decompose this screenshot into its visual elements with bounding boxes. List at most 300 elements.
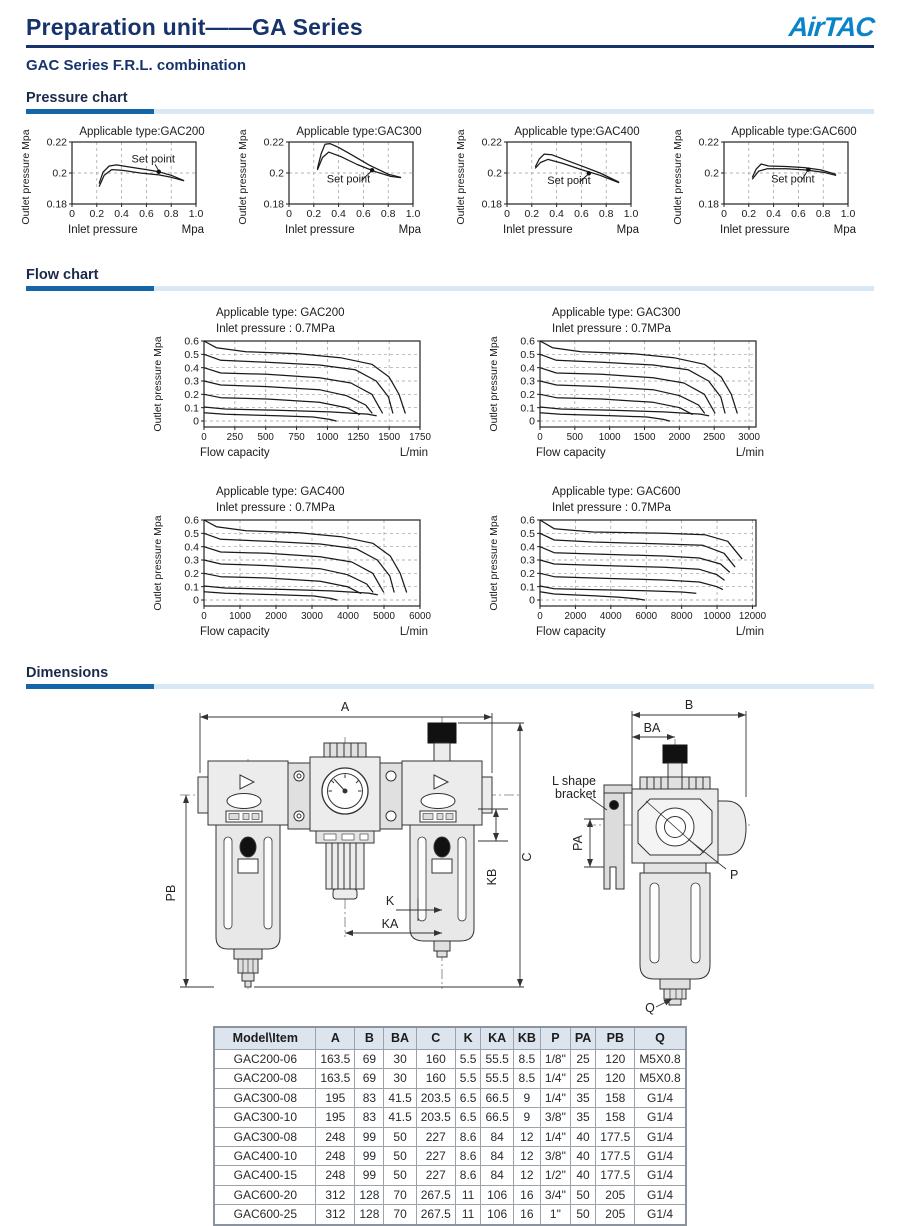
svg-text:Outlet pressure Mpa: Outlet pressure Mpa <box>237 129 250 225</box>
chart-canvas <box>150 480 456 644</box>
table-cell: 11 <box>455 1185 481 1204</box>
svg-text:0: 0 <box>529 415 535 428</box>
svg-text:Outlet pressure Mpa: Outlet pressure Mpa <box>20 129 32 225</box>
table-cell: G1/4 <box>635 1166 686 1185</box>
svg-text:4000: 4000 <box>599 611 622 622</box>
svg-text:Flow capacity: Flow capacity <box>200 447 270 459</box>
svg-text:0.22: 0.22 <box>481 136 502 149</box>
dim-label-kb: KB <box>485 868 499 886</box>
table-cell: 70 <box>384 1185 416 1204</box>
dim-label-k: K <box>385 894 395 908</box>
dim-label-pa: PA <box>571 835 585 851</box>
svg-text:2000: 2000 <box>265 611 287 622</box>
flow-chart-gac400 <box>150 480 456 649</box>
table-cell: 83 <box>355 1108 384 1127</box>
pressure-chart-gac300 <box>235 122 447 251</box>
table-cell: 227 <box>416 1166 455 1185</box>
table-cell: 16 <box>513 1205 540 1225</box>
table-cell: G1/4 <box>635 1205 686 1225</box>
table-row <box>214 1146 685 1165</box>
svg-text:Inlet pressure: Inlet pressure <box>68 224 138 236</box>
table-cell: 12 <box>513 1127 540 1146</box>
dim-label-a: A <box>340 700 350 714</box>
table-row <box>214 1127 685 1146</box>
section-underline <box>26 286 874 291</box>
table-header-cell: Model\Item <box>214 1027 316 1050</box>
table-cell: GAC200-08 <box>214 1069 316 1088</box>
pressure-chart-gac200 <box>18 122 230 251</box>
table-cell: 55.5 <box>481 1069 513 1088</box>
svg-text:L/min: L/min <box>735 447 764 459</box>
table-cell: 195 <box>316 1088 355 1107</box>
table-cell: G1/4 <box>635 1146 686 1165</box>
svg-text:0.4: 0.4 <box>520 362 535 375</box>
svg-text:1.0: 1.0 <box>623 208 638 220</box>
svg-text:12000: 12000 <box>738 611 767 622</box>
svg-text:0.2: 0.2 <box>524 208 539 220</box>
svg-text:0.6: 0.6 <box>184 514 199 527</box>
table-cell: 30 <box>384 1069 416 1088</box>
svg-text:0: 0 <box>69 208 75 220</box>
svg-text:3000: 3000 <box>301 611 323 622</box>
svg-text:Inlet pressure : 0.7MPa: Inlet pressure : 0.7MPa <box>552 502 671 514</box>
svg-text:0.2: 0.2 <box>704 167 719 180</box>
svg-text:0: 0 <box>201 432 207 443</box>
svg-text:0.3: 0.3 <box>184 554 199 567</box>
table-cell: 1/4" <box>540 1127 570 1146</box>
table-cell: 41.5 <box>384 1088 416 1107</box>
svg-text:8000: 8000 <box>670 611 693 622</box>
svg-text:750: 750 <box>288 432 305 443</box>
svg-text:Applicable type: GAC300: Applicable type: GAC300 <box>552 307 681 319</box>
table-cell: 203.5 <box>416 1088 455 1107</box>
svg-text:0.18: 0.18 <box>698 198 719 211</box>
svg-text:0: 0 <box>503 208 510 220</box>
dimension-drawing <box>128 697 900 1020</box>
table-cell: 205 <box>596 1185 635 1204</box>
svg-text:0.2: 0.2 <box>487 167 502 180</box>
table-row <box>214 1205 685 1225</box>
table-row <box>214 1050 685 1069</box>
table-cell: 128 <box>355 1185 384 1204</box>
table-cell: 30 <box>384 1050 416 1069</box>
pressure-chart-gac600 <box>670 122 882 251</box>
svg-text:0: 0 <box>286 208 293 220</box>
table-cell: 3/4" <box>540 1185 570 1204</box>
dim-label-q: Q <box>645 1001 655 1015</box>
table-cell: G1/4 <box>635 1127 686 1146</box>
svg-text:6000: 6000 <box>409 611 431 622</box>
svg-text:0.1: 0.1 <box>184 402 199 415</box>
pressure-chart-gac400 <box>453 122 665 251</box>
svg-text:500: 500 <box>566 432 584 443</box>
table-cell: 5.5 <box>455 1050 481 1069</box>
svg-text:0.4: 0.4 <box>520 541 535 554</box>
svg-text:0.4: 0.4 <box>766 208 781 220</box>
svg-text:0.22: 0.22 <box>698 136 719 149</box>
table-cell: 106 <box>481 1185 513 1204</box>
table-cell: 158 <box>596 1088 635 1107</box>
table-header-cell: KB <box>513 1027 540 1050</box>
svg-text:Flow capacity: Flow capacity <box>536 626 606 638</box>
table-cell: 84 <box>481 1146 513 1165</box>
svg-text:0.18: 0.18 <box>46 198 67 211</box>
table-cell: 312 <box>316 1185 355 1204</box>
svg-text:Applicable type:GAC400: Applicable type:GAC400 <box>514 126 640 138</box>
table-cell: 16 <box>513 1185 540 1204</box>
svg-text:0.6: 0.6 <box>356 208 372 220</box>
table-cell: 227 <box>416 1127 455 1146</box>
svg-text:0.2: 0.2 <box>306 208 322 220</box>
table-row <box>214 1088 685 1107</box>
table-header-cell: C <box>416 1027 455 1050</box>
svg-text:0: 0 <box>537 611 543 622</box>
table-cell: 11 <box>455 1205 481 1225</box>
dim-label-b: B <box>684 698 694 712</box>
svg-text:L/min: L/min <box>399 447 428 459</box>
svg-text:Inlet pressure : 0.7MPa: Inlet pressure : 0.7MPa <box>216 502 335 514</box>
svg-text:0.2: 0.2 <box>520 567 535 580</box>
table-cell: 6.5 <box>455 1108 481 1127</box>
svg-text:0.5: 0.5 <box>520 348 535 361</box>
table-row <box>214 1185 685 1204</box>
table-cell: 248 <box>316 1166 355 1185</box>
svg-text:1.0: 1.0 <box>188 208 204 220</box>
svg-text:1000: 1000 <box>598 432 621 443</box>
svg-text:Mpa: Mpa <box>616 224 639 236</box>
svg-text:0.3: 0.3 <box>184 375 199 388</box>
svg-text:500: 500 <box>257 432 274 443</box>
flow-section-title: Flow chart <box>26 267 99 283</box>
table-cell: 1/4" <box>540 1069 570 1088</box>
table-cell: 158 <box>596 1108 635 1127</box>
table-cell: 25 <box>570 1050 595 1069</box>
table-cell: 267.5 <box>416 1185 455 1204</box>
svg-text:Outlet pressure Mpa: Outlet pressure Mpa <box>671 129 684 225</box>
dim-label-ka: KA <box>381 917 399 931</box>
svg-text:Applicable type: GAC600: Applicable type: GAC600 <box>552 486 681 498</box>
svg-text:0.22: 0.22 <box>263 136 285 149</box>
title-divider <box>26 45 874 48</box>
svg-text:1.0: 1.0 <box>840 208 856 220</box>
svg-text:Set point: Set point <box>131 153 175 166</box>
table-cell: 1/4" <box>540 1088 570 1107</box>
table-cell: 50 <box>570 1205 595 1225</box>
table-cell: GAC400-15 <box>214 1166 316 1185</box>
svg-text:Applicable type: GAC200: Applicable type: GAC200 <box>216 307 345 319</box>
table-cell: 84 <box>481 1127 513 1146</box>
svg-text:Outlet pressure Mpa: Outlet pressure Mpa <box>454 129 467 225</box>
svg-text:0.6: 0.6 <box>520 335 535 348</box>
table-cell: 25 <box>570 1069 595 1088</box>
svg-text:3000: 3000 <box>738 432 760 443</box>
svg-text:Set point: Set point <box>546 175 591 188</box>
svg-text:0.4: 0.4 <box>184 541 199 554</box>
dim-label-ba: BA <box>643 721 661 735</box>
side-view <box>604 745 746 1005</box>
dim-label-p: P <box>730 868 739 882</box>
table-header-cell: K <box>455 1027 481 1050</box>
table-cell: 1" <box>540 1205 570 1225</box>
table-cell: G1/4 <box>635 1088 686 1107</box>
table-header-cell: Q <box>635 1027 686 1050</box>
svg-text:0.4: 0.4 <box>331 208 347 220</box>
table-cell: GAC300-08 <box>214 1088 316 1107</box>
svg-text:1.0: 1.0 <box>406 208 421 220</box>
table-cell: GAC600-25 <box>214 1205 316 1225</box>
table-cell: 40 <box>570 1127 595 1146</box>
table-cell: 35 <box>570 1108 595 1127</box>
table-cell: 8.5 <box>513 1069 540 1088</box>
svg-text:Flow capacity: Flow capacity <box>200 626 270 638</box>
svg-text:1500: 1500 <box>378 432 401 443</box>
svg-text:2000: 2000 <box>668 432 691 443</box>
svg-text:0.3: 0.3 <box>520 554 535 567</box>
chart-canvas <box>486 301 792 465</box>
table-cell: 177.5 <box>596 1166 635 1185</box>
svg-text:Outlet pressure Mpa: Outlet pressure Mpa <box>488 515 500 611</box>
flow-section-heading <box>26 267 874 291</box>
svg-text:0.2: 0.2 <box>520 388 535 401</box>
svg-text:0.5: 0.5 <box>520 527 535 540</box>
dimension-drawing-canvas <box>128 697 768 1015</box>
svg-text:0: 0 <box>529 594 535 607</box>
chart-canvas <box>235 122 447 246</box>
svg-text:0.2: 0.2 <box>184 567 199 580</box>
dim-label-pb: PB <box>164 884 178 902</box>
table-header-cell: BA <box>384 1027 416 1050</box>
svg-text:Inlet pressure: Inlet pressure <box>719 224 790 236</box>
pressure-charts-row <box>18 122 882 251</box>
table-cell: 1/8" <box>540 1050 570 1069</box>
table-cell: M5X0.8 <box>635 1050 686 1069</box>
section-underline <box>26 684 874 689</box>
svg-text:0.2: 0.2 <box>741 208 757 220</box>
svg-text:Inlet pressure : 0.7MPa: Inlet pressure : 0.7MPa <box>552 323 671 335</box>
table-header-cell: P <box>540 1027 570 1050</box>
svg-text:0.5: 0.5 <box>184 527 199 540</box>
table-cell: 203.5 <box>416 1108 455 1127</box>
dimensions-section-title: Dimensions <box>26 665 109 681</box>
svg-text:0.8: 0.8 <box>598 208 614 220</box>
svg-text:1000: 1000 <box>316 432 339 443</box>
svg-text:1250: 1250 <box>347 432 370 443</box>
chart-canvas <box>18 122 230 246</box>
dimensions-section-heading <box>26 665 874 689</box>
table-cell: 267.5 <box>416 1205 455 1225</box>
table-cell: G1/4 <box>635 1108 686 1127</box>
dimension-table <box>213 1026 686 1226</box>
bracket-label-line1: L shape <box>551 774 596 788</box>
svg-text:Mpa: Mpa <box>181 224 204 236</box>
table-cell: 99 <box>355 1127 384 1146</box>
svg-text:0.18: 0.18 <box>481 198 502 211</box>
svg-text:0.8: 0.8 <box>815 208 831 220</box>
svg-text:0.6: 0.6 <box>791 208 806 220</box>
table-row <box>214 1069 685 1088</box>
svg-text:0: 0 <box>193 415 199 428</box>
flow-chart-gac200 <box>150 301 456 470</box>
table-header-cell: A <box>316 1027 355 1050</box>
chart-canvas <box>486 480 792 644</box>
svg-text:0: 0 <box>721 208 727 220</box>
svg-text:0.6: 0.6 <box>184 335 199 348</box>
svg-text:0.4: 0.4 <box>548 208 564 220</box>
svg-text:0: 0 <box>537 432 543 443</box>
svg-text:1500: 1500 <box>633 432 656 443</box>
svg-text:0.6: 0.6 <box>139 208 154 220</box>
table-cell: 177.5 <box>596 1146 635 1165</box>
svg-text:0: 0 <box>201 611 207 622</box>
table-header-cell: B <box>355 1027 384 1050</box>
table-cell: 160 <box>416 1069 455 1088</box>
table-header-cell: PB <box>596 1027 635 1050</box>
table-cell: 248 <box>316 1146 355 1165</box>
table-cell: 70 <box>384 1205 416 1225</box>
svg-text:2500: 2500 <box>703 432 726 443</box>
svg-text:L/min: L/min <box>399 626 428 638</box>
table-cell: 40 <box>570 1166 595 1185</box>
table-cell: 5.5 <box>455 1069 481 1088</box>
svg-text:0.18: 0.18 <box>263 198 285 211</box>
chart-canvas <box>670 122 882 246</box>
svg-text:4000: 4000 <box>337 611 359 622</box>
svg-text:0.6: 0.6 <box>520 514 535 527</box>
table-cell: 8.6 <box>455 1166 481 1185</box>
svg-text:0: 0 <box>193 594 199 607</box>
svg-text:2000: 2000 <box>564 611 587 622</box>
airtac-logo: AirTAC <box>787 12 876 42</box>
table-cell: 99 <box>355 1166 384 1185</box>
svg-text:0.4: 0.4 <box>114 208 129 220</box>
title-row <box>26 14 874 41</box>
table-cell: 50 <box>384 1146 416 1165</box>
table-cell: GAC200-06 <box>214 1050 316 1069</box>
svg-text:0.2: 0.2 <box>269 167 285 180</box>
table-row <box>214 1166 685 1185</box>
svg-text:Applicable type: GAC400: Applicable type: GAC400 <box>216 486 345 498</box>
svg-text:Applicable type:GAC600: Applicable type:GAC600 <box>731 126 857 138</box>
table-cell: 128 <box>355 1205 384 1225</box>
table-cell: 160 <box>416 1050 455 1069</box>
section-underline <box>26 109 874 114</box>
table-header-cell: KA <box>481 1027 513 1050</box>
table-cell: GAC300-08 <box>214 1127 316 1146</box>
table-cell: 9 <box>513 1088 540 1107</box>
table-cell: 8.6 <box>455 1146 481 1165</box>
svg-text:250: 250 <box>226 432 244 443</box>
table-cell: 35 <box>570 1088 595 1107</box>
table-cell: 248 <box>316 1127 355 1146</box>
flow-charts-grid <box>150 301 795 649</box>
svg-text:0.1: 0.1 <box>184 581 199 594</box>
table-cell: 120 <box>596 1069 635 1088</box>
dim-label-c: C <box>520 852 534 862</box>
page-subtitle: GAC Series F.R.L. combination <box>26 57 247 74</box>
table-cell: 120 <box>596 1050 635 1069</box>
svg-text:5000: 5000 <box>373 611 395 622</box>
table-cell: 66.5 <box>481 1108 513 1127</box>
svg-text:10000: 10000 <box>703 611 731 622</box>
table-cell: 106 <box>481 1205 513 1225</box>
table-cell: 50 <box>570 1185 595 1204</box>
svg-text:0.1: 0.1 <box>520 402 535 415</box>
table-cell: 41.5 <box>384 1108 416 1127</box>
svg-text:0.8: 0.8 <box>163 208 179 220</box>
svg-text:Outlet pressure Mpa: Outlet pressure Mpa <box>488 336 500 432</box>
table-cell: 12 <box>513 1166 540 1185</box>
table-cell: 55.5 <box>481 1050 513 1069</box>
table-cell: 1/2" <box>540 1166 570 1185</box>
table-cell: 195 <box>316 1108 355 1127</box>
svg-text:Set point: Set point <box>771 173 815 186</box>
svg-text:Flow capacity: Flow capacity <box>536 447 606 459</box>
table-cell: 177.5 <box>596 1127 635 1146</box>
pressure-section-title: Pressure chart <box>26 90 128 106</box>
table-cell: M5X0.8 <box>635 1069 686 1088</box>
table-cell: G1/4 <box>635 1185 686 1204</box>
table-cell: 69 <box>355 1069 384 1088</box>
chart-canvas <box>150 301 456 465</box>
svg-text:0.1: 0.1 <box>520 581 535 594</box>
svg-text:Applicable type:GAC200: Applicable type:GAC200 <box>79 126 205 138</box>
svg-text:Outlet pressure Mpa: Outlet pressure Mpa <box>152 336 164 432</box>
table-cell: GAC400-10 <box>214 1146 316 1165</box>
svg-text:0.2: 0.2 <box>89 208 105 220</box>
svg-text:Mpa: Mpa <box>398 224 422 236</box>
svg-text:Outlet pressure Mpa: Outlet pressure Mpa <box>152 515 164 611</box>
svg-text:Set point: Set point <box>327 173 371 186</box>
flow-chart-gac300 <box>486 301 792 470</box>
svg-text:1750: 1750 <box>409 432 431 443</box>
svg-text:0.8: 0.8 <box>381 208 396 220</box>
page-header <box>0 0 900 74</box>
table-cell: 8.6 <box>455 1127 481 1146</box>
pressure-section-heading <box>26 90 874 114</box>
table-cell: 3/8" <box>540 1146 570 1165</box>
svg-text:1000: 1000 <box>229 611 251 622</box>
chart-canvas <box>453 122 665 246</box>
table-cell: 66.5 <box>481 1088 513 1107</box>
svg-text:0.6: 0.6 <box>573 208 589 220</box>
table-cell: GAC300-10 <box>214 1108 316 1127</box>
front-view <box>198 723 492 987</box>
svg-text:Applicable type:GAC300: Applicable type:GAC300 <box>296 126 422 138</box>
bracket-label-line2: bracket <box>555 787 596 801</box>
svg-text:0.5: 0.5 <box>184 348 199 361</box>
page-title: Preparation unit——GA Series <box>26 14 363 40</box>
table-header-cell: PA <box>570 1027 595 1050</box>
svg-text:Inlet pressure: Inlet pressure <box>502 224 573 236</box>
table-row <box>214 1108 685 1127</box>
table-cell: 50 <box>384 1166 416 1185</box>
table-cell: 9 <box>513 1108 540 1127</box>
svg-text:L/min: L/min <box>735 626 764 638</box>
table-cell: 3/8" <box>540 1108 570 1127</box>
table-cell: 163.5 <box>316 1069 355 1088</box>
svg-text:0.3: 0.3 <box>520 375 535 388</box>
svg-text:0.22: 0.22 <box>46 136 67 149</box>
svg-text:0.4: 0.4 <box>184 362 199 375</box>
table-cell: 205 <box>596 1205 635 1225</box>
table-cell: 40 <box>570 1146 595 1165</box>
table-cell: 163.5 <box>316 1050 355 1069</box>
table-cell: 312 <box>316 1205 355 1225</box>
table-cell: 99 <box>355 1146 384 1165</box>
table-cell: 84 <box>481 1166 513 1185</box>
table-cell: 227 <box>416 1146 455 1165</box>
table-cell: 83 <box>355 1088 384 1107</box>
